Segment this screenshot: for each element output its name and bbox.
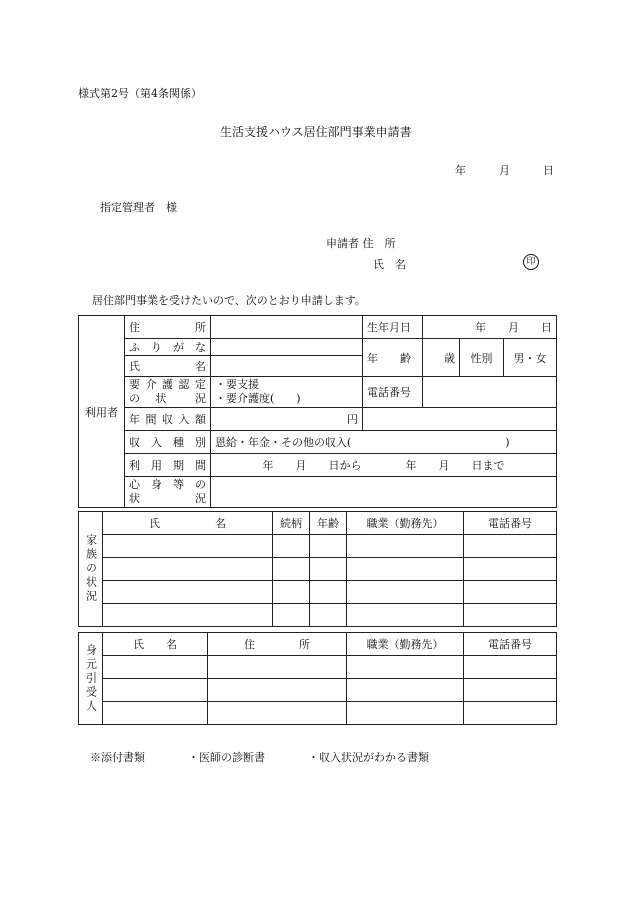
user-table [78, 315, 557, 508]
date-day: 日 [543, 164, 554, 177]
address-field[interactable] [211, 316, 363, 339]
care-level-options[interactable] [211, 377, 363, 408]
guarantor-header-name: 氏 名 [103, 633, 208, 656]
guarantor-address-cell[interactable] [208, 656, 347, 679]
period-field[interactable]: 年 月 日から 年 月 日まで [211, 454, 557, 477]
care-option-care: ・要介護度( ) [215, 392, 301, 405]
care-option-support: ・要支援 [215, 378, 259, 391]
attachments-line [90, 749, 429, 765]
furigana-label: ふ り が な [125, 339, 211, 356]
user-section-label: 利用者 [79, 316, 125, 508]
phone-field[interactable] [423, 377, 557, 408]
guarantor-name-cell[interactable] [103, 702, 208, 725]
family-row [79, 581, 557, 604]
guarantor-name-cell[interactable] [103, 656, 208, 679]
family-section-label: 家族の状況 [79, 512, 103, 627]
family-header-relation: 続柄 [273, 512, 310, 535]
guarantor-table [78, 632, 557, 725]
family-header-name: 氏 名 [103, 512, 273, 535]
seal-mark: 印 [523, 254, 539, 270]
age-unit[interactable]: 歳 [423, 339, 460, 377]
guarantor-header-occupation: 職業（勤務先） [347, 633, 464, 656]
guarantor-occupation-cell[interactable] [347, 679, 464, 702]
family-name-cell[interactable] [103, 558, 273, 581]
birthdate-field[interactable]: 年 月 日 [423, 316, 557, 339]
family-relation-cell[interactable] [273, 558, 310, 581]
applicant-address-label: 住 所 [362, 237, 396, 250]
care-level-label-2: の 状 況 [129, 392, 206, 405]
phone-label: 電話番号 [363, 377, 423, 408]
guarantor-occupation-cell[interactable] [347, 656, 464, 679]
income-blank [363, 408, 557, 431]
date-year: 年 [455, 164, 466, 177]
condition-label-2: 状 況 [129, 492, 206, 505]
family-relation-cell[interactable] [273, 604, 310, 627]
family-occupation-cell[interactable] [347, 558, 464, 581]
family-age-cell[interactable] [310, 604, 347, 627]
care-level-label-1: 要 介 護 認 定 [129, 378, 206, 391]
address-label: 住 所 [125, 316, 211, 339]
guarantor-phone-cell[interactable] [464, 702, 557, 725]
family-occupation-cell[interactable] [347, 535, 464, 558]
family-phone-cell[interactable] [464, 604, 557, 627]
family-name-cell[interactable] [103, 581, 273, 604]
family-name-cell[interactable] [103, 604, 273, 627]
intro-text: 居住部門事業を受けたいので、次のとおり申請します。 [92, 294, 366, 307]
family-row [79, 558, 557, 581]
family-phone-cell[interactable] [464, 535, 557, 558]
family-header-occupation: 職業（勤務先） [347, 512, 464, 535]
applicant-address-line [326, 235, 396, 251]
period-label: 利 用 期 間 [125, 454, 211, 477]
family-phone-cell[interactable] [464, 558, 557, 581]
family-age-cell[interactable] [310, 581, 347, 604]
form-number: 様式第2号（第4条関係） [78, 87, 202, 100]
sex-field[interactable]: 男・女 [504, 339, 557, 377]
income-type-label: 収 入 種 別 [125, 431, 211, 454]
condition-field[interactable] [211, 477, 557, 508]
family-row [79, 604, 557, 627]
attachments-label: ※添付書類 [90, 751, 145, 764]
income-type-field[interactable]: 恩給・年金・その他の収入( ) [211, 431, 557, 454]
guarantor-occupation-cell[interactable] [347, 702, 464, 725]
guarantor-phone-cell[interactable] [464, 656, 557, 679]
guarantor-address-cell[interactable] [208, 679, 347, 702]
condition-label [125, 477, 211, 508]
applicant-label: 申請者 [326, 237, 359, 250]
document-title: 生活支援ハウス居住部門事業申請書 [220, 125, 412, 139]
applicant-name-label: 氏 名 [373, 258, 406, 271]
guarantor-section-label: 身元引受人 [79, 633, 103, 725]
birthdate-label: 生年月日 [363, 316, 423, 339]
guarantor-row [79, 656, 557, 679]
family-age-cell[interactable] [310, 558, 347, 581]
attachment-item-income: ・収入状況がわかる書類 [308, 751, 429, 764]
family-header-age: 年齢 [310, 512, 347, 535]
date-month: 月 [499, 164, 510, 177]
guarantor-row [79, 702, 557, 725]
family-occupation-cell[interactable] [347, 581, 464, 604]
family-table [78, 511, 557, 627]
family-age-cell[interactable] [310, 535, 347, 558]
guarantor-row [79, 679, 557, 702]
family-relation-cell[interactable] [273, 581, 310, 604]
name-field[interactable] [211, 356, 363, 377]
guarantor-header-address: 住 所 [208, 633, 347, 656]
guarantor-phone-cell[interactable] [464, 679, 557, 702]
family-occupation-cell[interactable] [347, 604, 464, 627]
family-header-phone: 電話番号 [464, 512, 557, 535]
date-line [455, 162, 554, 178]
guarantor-address-cell[interactable] [208, 702, 347, 725]
attachment-item-doctor: ・医師の診断書 [188, 751, 265, 764]
condition-label-1: 心 身 等 の [129, 478, 206, 491]
care-level-label [125, 377, 211, 408]
family-phone-cell[interactable] [464, 581, 557, 604]
income-field[interactable]: 円 [211, 408, 363, 431]
guarantor-name-cell[interactable] [103, 679, 208, 702]
age-label: 年 齢 [363, 339, 423, 377]
family-relation-cell[interactable] [273, 535, 310, 558]
family-row [79, 535, 557, 558]
income-label: 年間収入額 [125, 408, 211, 431]
family-name-cell[interactable] [103, 535, 273, 558]
furigana-field[interactable] [211, 339, 363, 356]
addressee: 指定管理者 様 [100, 201, 177, 214]
guarantor-header-phone: 電話番号 [464, 633, 557, 656]
name-label: 氏 名 [125, 356, 211, 377]
sex-label: 性別 [460, 339, 504, 377]
